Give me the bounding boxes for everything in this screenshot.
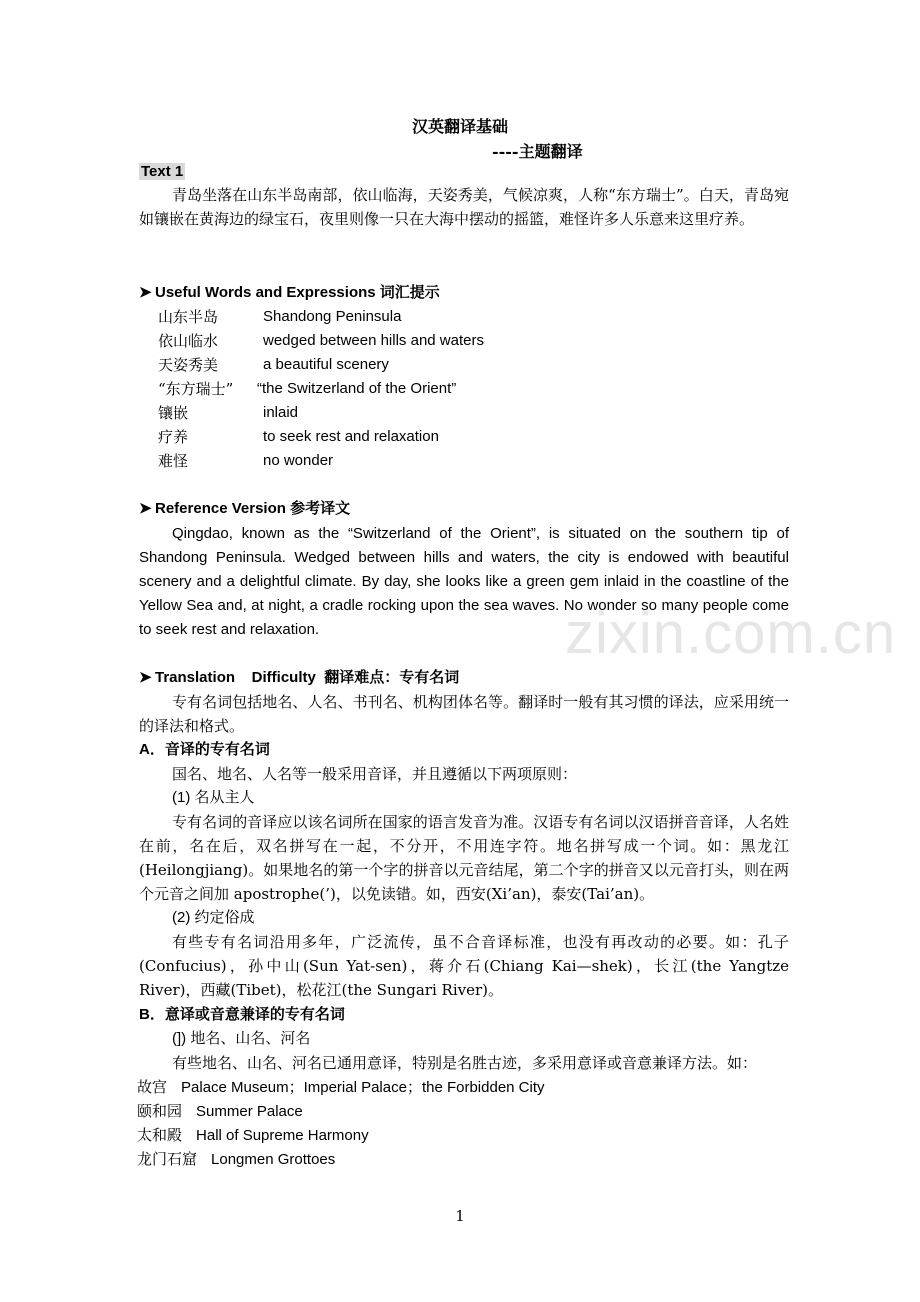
example-row (137, 1099, 303, 1124)
vocab-row (158, 377, 484, 401)
section-a-text: 国名、地名、人名等一般采用音译，并且遵循以下两项原则： (172, 765, 578, 783)
vocab-en: wedged between hills and waters (263, 332, 484, 349)
example-zh: 龙门石窟 (137, 1150, 198, 1168)
reference-paragraph: Qingdao, known as the “Switzerland of the Orient”, is situated on the southern tip of Shandong Peninsula. Wedged between hills and waters, the city is endowed with beautiful scenery and a delightful climate. By day, she looks like a green gem inlaid in the coastline of the Yellow Sea and, at night, a cradle rocking upon the sea waves. No wonder so many people come to seek rest and relaxation. (139, 525, 789, 638)
section-b-heading: B．意译或音意兼译的专有名词 (139, 1006, 345, 1023)
arrow-bullet-icon: ➤ (139, 669, 152, 686)
example-row (137, 1075, 545, 1100)
section-a2-text: 有些专有名词沿用多年，广泛流传，虽不合音译标准，也没有再改动的必要。如：孔子(Confucius)，孙中山(Sun Yat-sen)，蒋介石(Chiang Kai—shek)，长江(the Yangtze River)，西藏(Tibet)，松花江(the Sungari River)。 (139, 933, 789, 999)
section-a1-text: 专有名词的音译应以该名词所在国家的语言发音为准。汉语专有名词以汉语拼音音译，人名姓在前，名在后，双名拼写在一起，不分开，不用连字符。地名拼写成一个词。如：黑龙江(Heilongjiang)。如果地名的第一个字的拼音以元音结尾，第二个字的拼音又以元音打头，则在两个元音之间加 apostrophe(’)，以免读错。如，西安(Xi’an)，泰安(Tai’an)。 (139, 813, 789, 903)
example-zh: 故宫 (137, 1078, 168, 1096)
section-b1-text: 有些地名、山名、河名已通用意译，特别是名胜古迹，多采用意译或音意兼译方法。如： (172, 1054, 758, 1072)
intro-paragraph: 青岛坐落在山东半岛南部，依山临海，天姿秀美，气候凉爽，人称“东方瑞士”。白天，青岛宛如镶嵌在黄海边的绿宝石，夜里则像一只在大海中摆动的摇篮，难怪许多人乐意来这里疗养。 (139, 186, 789, 228)
section-a-heading: A．音译的专有名词 (139, 741, 270, 758)
vocab-zh: 难怪 (158, 452, 189, 470)
section-a2-heading: (2) 约定俗成 (172, 909, 255, 926)
vocab-zh: 山东半岛 (158, 308, 219, 326)
section-b1-heading: (]) 地名、山名、河名 (172, 1030, 311, 1047)
vocab-row (158, 353, 484, 377)
page-subtitle: ----主题翻译 (492, 142, 583, 161)
vocab-en: inlaid (263, 404, 299, 421)
difficulty-heading (139, 666, 459, 690)
vocab-zh: “东方瑞士” (158, 380, 234, 398)
useful-words-heading (139, 281, 440, 305)
page-title: 汉英翻译基础 (411, 117, 508, 136)
vocab-en: a beautiful scenery (263, 356, 389, 373)
watermark: zixin.com.cn (565, 601, 897, 666)
example-row (137, 1147, 335, 1172)
page-number: 1 (455, 1207, 465, 1225)
example-zh: 颐和园 (137, 1102, 183, 1120)
vocab-en: Shandong Peninsula (263, 308, 402, 325)
vocab-row (158, 425, 484, 449)
example-en: Palace Museum；Imperial Palace；the Forbidden City (181, 1079, 545, 1096)
reference-heading-text: Reference Version 参考译文 (155, 500, 351, 517)
vocab-en: “the Switzerland of the Orient” (257, 380, 457, 397)
example-row (137, 1123, 369, 1148)
difficulty-heading-text: Translation Difficulty 翻译难点：专有名词 (155, 669, 460, 686)
example-en: Hall of Supreme Harmony (196, 1127, 369, 1144)
useful-words-heading-text: Useful Words and Expressions 词汇提示 (155, 284, 440, 301)
example-en: Longmen Grottoes (211, 1151, 336, 1168)
vocab-en: no wonder (263, 452, 334, 469)
vocab-en: to seek rest and relaxation (263, 428, 439, 445)
arrow-bullet-icon: ➤ (139, 284, 152, 301)
vocab-zh: 镶嵌 (158, 404, 189, 422)
reference-heading (139, 497, 350, 521)
text-label: Text 1 (141, 163, 184, 180)
vocab-zh: 依山临水 (158, 332, 219, 350)
vocab-row (158, 449, 484, 473)
vocab-zh: 疗养 (158, 428, 189, 446)
vocab-row (158, 305, 484, 329)
vocab-list (158, 305, 484, 473)
arrow-bullet-icon: ➤ (139, 500, 152, 517)
example-zh: 太和殿 (137, 1126, 183, 1144)
vocab-row (158, 329, 484, 353)
example-en: Summer Palace (196, 1103, 303, 1120)
vocab-row (158, 401, 484, 425)
difficulty-intro: 专有名词包括地名、人名、书刊名、机构团体名等。翻译时一般有其习惯的译法，应采用统一的译法和格式。 (139, 693, 789, 735)
section-a1-heading: (1) 名从主人 (172, 789, 255, 806)
vocab-zh: 天姿秀美 (158, 356, 219, 374)
